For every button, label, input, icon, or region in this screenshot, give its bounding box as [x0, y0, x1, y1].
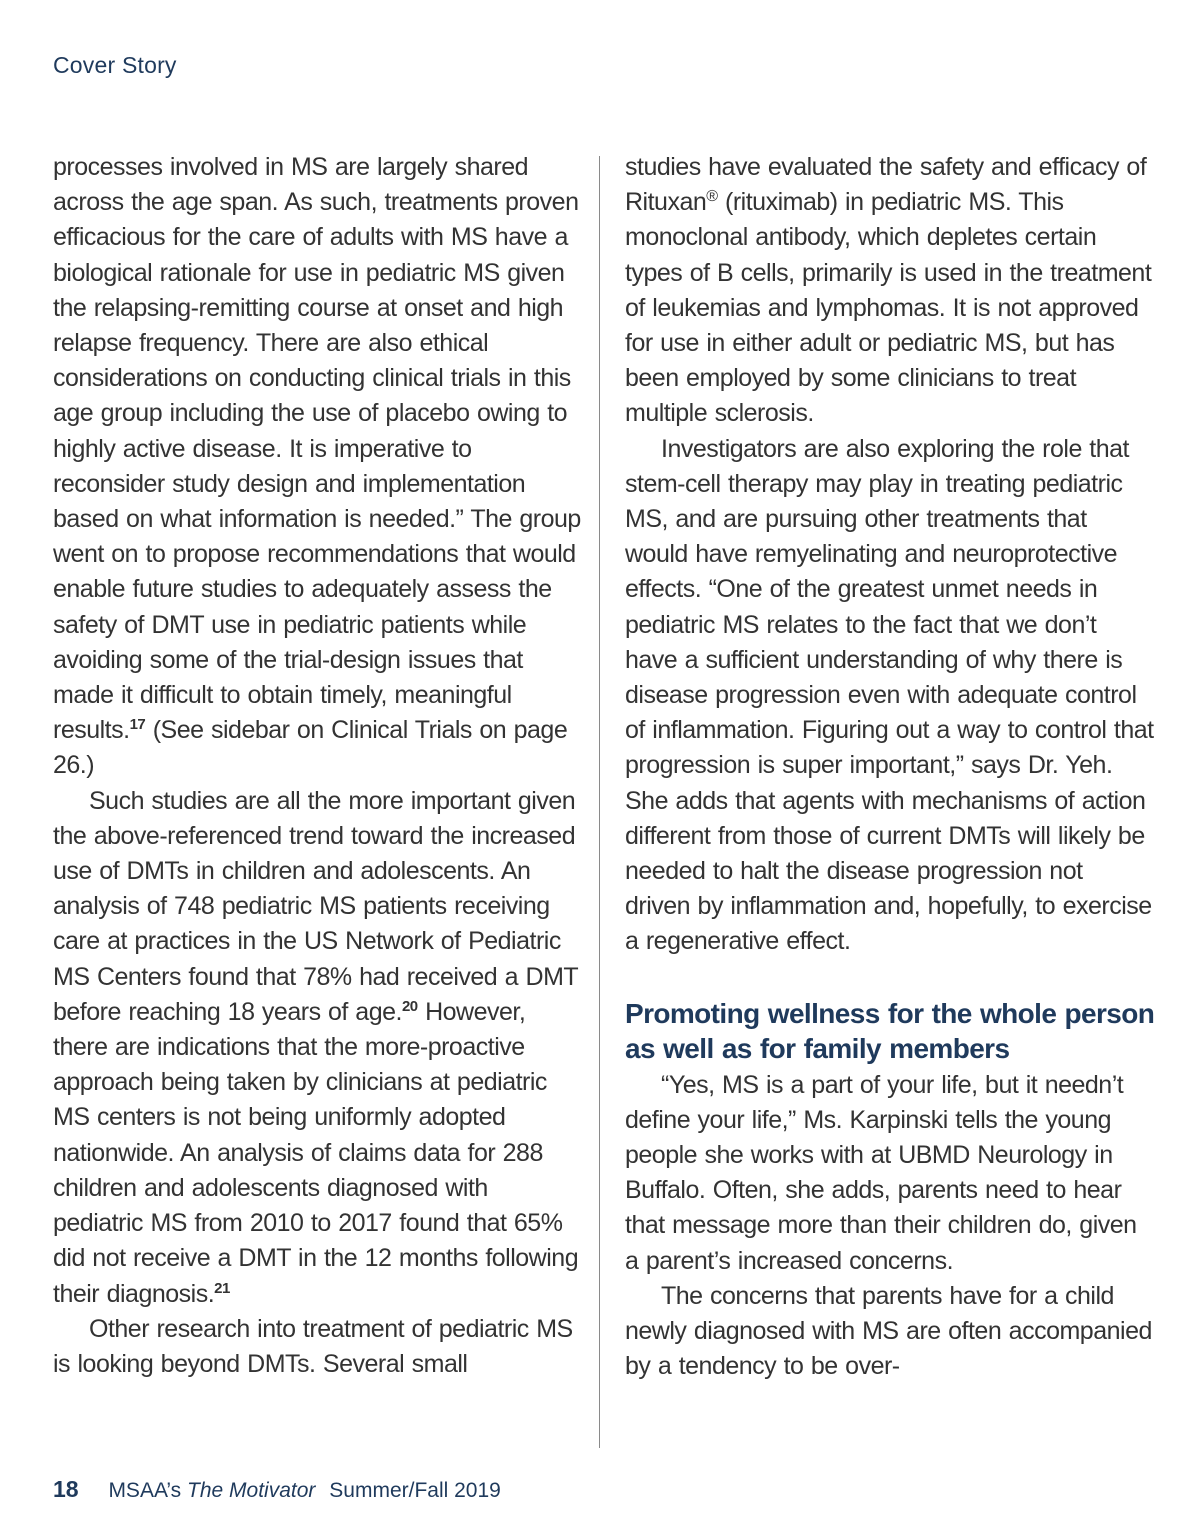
section-subheading: Promoting wellness for the whole person as well as for family members — [625, 997, 1155, 1064]
paragraph-text: However, there are indications that the more-proactive approach being taken by clinicians at pediatric MS centers is not being uniformly adopted nationwide. An analysis of claims data for 288 children and adolescents diagnosed with pediatric MS from 2010 to 2017 found that 65% did not receive a DMT in the 12 months following their diagnosis. — [53, 997, 579, 1308]
paragraph-text: (rituximab) in pediatric MS. This monoclonal antibody, which depletes certain types of B cells, primarily is used in the treatment of leukemias and lymphomas. It is not approved for use in either adult or pediatric MS, but has been employed by some clinicians to treat multiple sclerosis. — [625, 188, 1152, 428]
column-divider — [599, 156, 600, 1448]
page-number: 18 — [53, 1476, 79, 1502]
right-column — [625, 150, 1155, 1385]
paragraph-text: processes involved in MS are largely shared across the age span. As such, treatments proven efficacious for the care of adults with MS have a biological rationale for use in pediatric MS given the relapsing-remitting course at onset and high relapse frequency. There are also ethical considerations on conducting clinical trials in this age group including the use of placebo owing to highly active disease. It is imperative to reconsider study design and implementation based on what information is needed.” The group went on to propose recommendations that would enable future studies to adequately assess the safety of DMT use in pediatric patients while avoiding some of the trial-design issues that made it difficult to obtain timely, meaningful results. — [53, 153, 581, 745]
paragraph: The concerns that parents have for a child newly diagnosed with MS are often accompanied by a tendency to be over- — [625, 1281, 1152, 1381]
section-label: Cover Story — [53, 52, 177, 78]
paragraph — [53, 150, 583, 784]
paragraph-text: Such studies are all the more important given the above-referenced trend toward the increased use of DMTs in children and adolescents. An analysis of 748 pediatric MS patients receiving care at practices in the US Network of Pediatric MS Centers found that 78% had received a DMT before reaching 18 years of age. — [53, 786, 578, 1026]
left-column — [53, 150, 583, 1382]
paragraph-text: (See sidebar on Clinical Trials on page 26.) — [53, 716, 568, 780]
reference-marker: 17 — [129, 716, 146, 734]
paragraph — [53, 784, 583, 1312]
paragraph: “Yes, MS is a part of your life, but it needn’t define your life,” Ms. Karpinski tells the young people she works with at UBMD Neurology in Buffalo. Often, she adds, parents need to hear that message more than their children do, given a parent’s increased concerns. — [625, 1070, 1137, 1275]
page-footer — [53, 1476, 501, 1503]
publisher-name: MSAA’s — [108, 1479, 182, 1502]
paragraph-text: studies have evaluated the safety and efficacy of Rituxan — [625, 153, 1147, 217]
registered-mark: ® — [706, 188, 718, 206]
paragraph: Investigators are also exploring the role that stem-cell therapy may play in treating pediatric MS, and are pursuing other treatments that would have remyelinating and neuroprotective effects. “One of the greatest unmet needs in pediatric MS relates to the fact that we don’t have a sufficient understanding of why there is disease progression even with adequate control of inflammation. Figuring out a way to control that progression is super important,” says Dr. Yeh. She adds that agents with mechanisms of action different from those of current DMTs will likely be needed to halt the disease progression not driven by inflammation and, hopefully, to exercise a regenerative effect. — [625, 434, 1154, 956]
paragraph — [625, 150, 1155, 432]
reference-marker: 20 — [401, 997, 418, 1015]
reference-marker: 21 — [214, 1279, 230, 1297]
magazine-title: The Motivator — [187, 1479, 316, 1502]
issue-date: Summer/Fall 2019 — [329, 1479, 501, 1502]
paragraph: Other research into treatment of pediatric MS is looking beyond DMTs. Several small — [53, 1314, 573, 1378]
